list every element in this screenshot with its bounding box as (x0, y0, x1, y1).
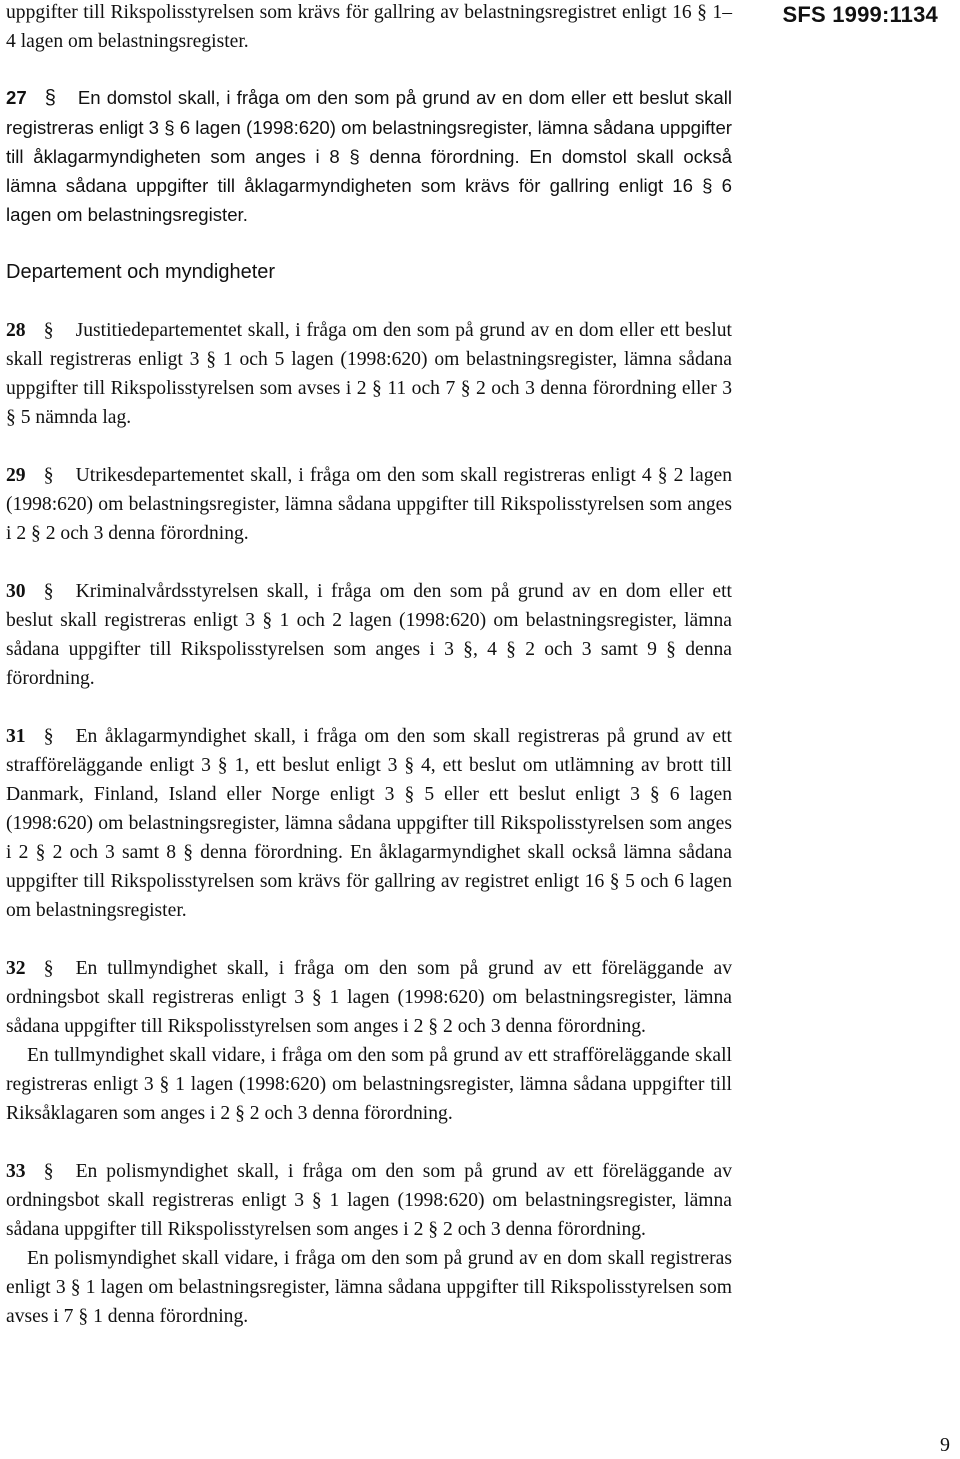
paragraph-number: 29 (6, 465, 26, 486)
paragraph-text: Kriminalvårdsstyrelsen skall, i fråga om den som på grund av en dom eller ett beslut skall registreras enligt 3 § 1 och 2 lagen (1998:620) om belastningsregister, lämna sådana uppgifter till Rikspolisstyrelsen som anges i 3 §, 4 § 2 och 3 samt 9 § denna förordning. (6, 581, 732, 689)
paragraph-text: En polismyndighet skall, i fråga om den som på grund av ett föreläggande av ordningsbot skall registreras enligt 3 § 1 lagen (1998:620) om belastningsregister, lämna sådana uppgifter till Rikspolisstyrelsen som anges i 2 § 2 och 3 denna förordning. (6, 1161, 732, 1240)
paragraph-number: 31 (6, 726, 26, 747)
paragraph-28 (6, 316, 732, 432)
section-sign: § (43, 957, 54, 979)
paragraph-text: Utrikesdepartementet skall, i fråga om den som skall registreras enligt 4 § 2 lagen (1998:620) om belastningsregister, lämna sådana uppgifter till Rikspolisstyrelsen som anges i 2 § 2 och 3 denna förordning. (6, 465, 732, 544)
paragraph-30 (6, 577, 732, 693)
paragraph-text: Justitiedepartementet skall, i fråga om den som på grund av en dom eller ett beslut skall registreras enligt 3 § 1 och 5 lagen (1998:620) om belastningsregister, lämna sådana uppgifter till Rikspolisstyrelsen som avses i 2 § 11 och 7 § 2 och 3 denna förordning eller 3 § 5 nämnda lag. (6, 320, 732, 428)
section-heading: Departement och myndigheter (6, 261, 276, 283)
document-identifier: SFS 1999:1134 (782, 2, 938, 27)
paragraph-32 (6, 954, 732, 1041)
paragraph-32-continuation: En tullmyndighet skall vidare, i fråga om den som på grund av ett strafföreläggande skall registreras enligt 3 § 1 lagen (1998:620) om belastningsregister, lämna sådana uppgifter till Riksåklagaren som anges i 2 § 2 och 3 denna förordning. (6, 1045, 732, 1124)
paragraph-text: En åklagarmyndighet skall, i fråga om den som skall registreras på grund av ett strafföreläggande enligt 3 § 1, ett beslut enligt 3 § 4, ett beslut om utlämning av brott till Danmark, Finland, Island eller Norge enligt 3 § 5 eller ett beslut enligt 3 § 6 lagen (1998:620) om belastningsregister, lämna sådana uppgifter till Rikspolisstyrelsen som anges i 2 § 2 och 3 samt 8 § denna förordning. En åklagarmyndighet skall också lämna sådana uppgifter till Rikspolisstyrelsen som krävs för gallring av registret enligt 16 § 5 och 6 lagen om belastningsregister. (6, 726, 732, 921)
paragraph-number: 30 (6, 581, 26, 602)
paragraph-31 (6, 722, 732, 925)
section-sign: § (44, 87, 56, 109)
paragraph-text: En tullmyndighet skall, i fråga om den som på grund av ett föreläggande av ordningsbot skall registreras enligt 3 § 1 lagen (1998:620) om belastningsregister, lämna sådana uppgifter till Rikspolisstyrelsen som anges i 2 § 2 och 3 denna förordning. (6, 958, 732, 1037)
section-sign: § (43, 1160, 54, 1182)
continued-paragraph: uppgifter till Rikspolisstyrelsen som krävs för gallring av belastningsregistret enligt 16 § 1–4 lagen om belastningsregister. (6, 2, 732, 52)
paragraph-text: En domstol skall, i fråga om den som på grund av en dom eller ett beslut skall registreras enligt 3 § 6 lagen (1998:620) om belastningsregister, lämna sådana uppgifter till åklagarmyndigheten som anges i 8 § denna förordning. En domstol skall också lämna sådana uppgifter till åklagarmyndigheten som krävs för gallring enligt 16 § 6 lagen om belastningsregister. (6, 87, 732, 225)
paragraph-27 (6, 83, 732, 229)
section-sign: § (43, 725, 54, 747)
section-sign: § (43, 464, 54, 486)
paragraph-33 (6, 1157, 732, 1244)
paragraph-number: 32 (6, 958, 26, 979)
paragraph-33-continuation: En polismyndighet skall vidare, i fråga om den som på grund av en dom skall registreras enligt 3 § 1 lagen om belastningsregister, lämna sådana uppgifter till Rikspolisstyrelsen som avses i 7 § 1 denna förordning. (6, 1248, 732, 1327)
paragraph-29 (6, 461, 732, 548)
section-sign: § (43, 319, 54, 341)
paragraph-number: 33 (6, 1161, 26, 1182)
paragraph-number: 27 (6, 87, 27, 108)
paragraph-number: 28 (6, 320, 26, 341)
page-number: 9 (940, 1434, 950, 1456)
section-sign: § (43, 580, 54, 602)
page-content (6, 0, 732, 1331)
